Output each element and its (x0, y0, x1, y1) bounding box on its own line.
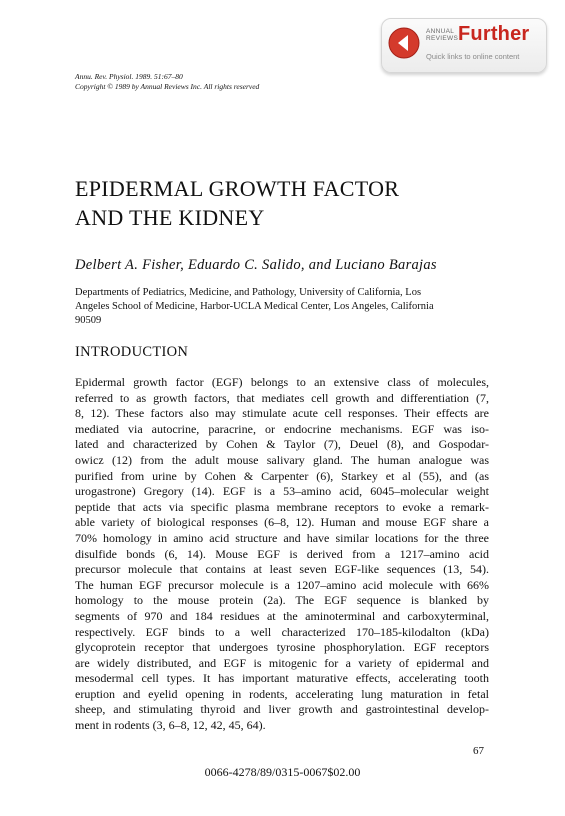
body-line: 8, 12). These factors also may stimulate acute cell responses. Their effects are (75, 406, 489, 421)
back-arrow-icon (387, 26, 421, 60)
body-line: ment in rodents (3, 6–8, 12, 42, 45, 64). (75, 718, 266, 733)
body-line: are widely distributed, and EGF is mitogenic for a variety of epidermal and (75, 655, 489, 670)
article-code: 0066-4278/89/0315-0067$02.00 (204, 765, 361, 779)
body-line: referred to as growth factors, that mediates cell growth and differentiation (7, (75, 390, 489, 405)
body-line: mesodermal cell types. It has important maturative effects, accelerating tooth (75, 671, 489, 686)
body-line: segments of 970 and 184 residues at the aminoterminal and carboxyterminal, (75, 608, 489, 623)
body-line: sheep, and stimulating thyroid and liver growth and gastrointestinal develop- (75, 702, 489, 717)
body-line: glycoprotein receptor that undergoes tyrosine phosphorylation. EGF receptors (75, 640, 489, 655)
body-line: eruption and eyelid opening in rodents, accelerating lung maturation in fetal (75, 686, 489, 701)
section-heading: INTRODUCTION (75, 344, 189, 360)
brand-reviews: REVIEWS (426, 35, 459, 42)
badge-subtitle: Quick links to online content (426, 52, 520, 61)
brand-annual: ANNUAL (426, 28, 455, 35)
article-title (75, 174, 399, 232)
body-line: urogastrone) Gregory (14). EGF is a 53–amino acid, 6045–molecular weight (75, 484, 489, 499)
body-line: owicz (12) from the adult mouse salivary gland. The human analogue was (75, 452, 489, 467)
citation-line-1: Annu. Rev. Physiol. 1989. 51:67–80 (75, 72, 183, 81)
journal-citation (75, 72, 259, 92)
title-line-2: AND THE KIDNEY (75, 205, 265, 230)
brand-small-text (426, 28, 459, 42)
body-line: respectively. EGF binds to a well characterized 170–185-kilodalton (kDa) (75, 624, 489, 639)
title-line-1: EPIDERMAL GROWTH FACTOR (75, 176, 400, 201)
body-text (75, 375, 489, 734)
affiliation-line: Angeles School of Medicine, Harbor-UCLA Medical Center, Los Angeles, California (75, 301, 434, 312)
citation-line-2: Copyright © 1989 by Annual Reviews Inc. All rights reserved (75, 82, 260, 91)
body-line: precursor molecule that contains at least seven EGF-like sequences (13, 54). (75, 562, 489, 577)
body-line: disulfide bonds (6, 14). Mouse EGF is derived from a 1217–amino acid (75, 546, 489, 561)
annual-reviews-further-badge[interactable] (381, 18, 547, 73)
page-number: 67 (473, 745, 484, 757)
body-line: Epidermal growth factor (EGF) belongs to an extensive class of molecules, (75, 375, 489, 389)
affiliation-line: 90509 (75, 315, 102, 326)
body-line: The human EGF precursor molecule is a 1207–amino acid molecule with 66% (75, 577, 489, 592)
body-line: lated and characterized by Cohen & Taylor (7), Deuel (8), and Gospodar- (75, 437, 489, 452)
body-line: mediated via autocrine, paracrine, or endocrine mechanisms. EGF was iso- (75, 421, 489, 436)
body-line: purified from urine by Cohen & Carpenter (6), Starkey et al (55), and (as (75, 468, 489, 483)
body-line: able variety of biological responses (6–8, 12). Human and mouse EGF share a (75, 515, 489, 530)
affiliation-line: Departments of Pediatrics, Medicine, and Pathology, University of California, Los (75, 287, 422, 298)
brand-further: Further (458, 23, 530, 45)
authors: Delbert A. Fisher, Eduardo C. Salido, and Luciano Barajas (75, 257, 437, 273)
body-line: homology to the mouse protein (2a). The EGF sequence is blanked by (75, 593, 489, 608)
affiliation (75, 286, 489, 328)
body-line: 70% homology in amino acid structure and have similar locations for the three (75, 530, 489, 545)
body-line: peptide that acts via specific plasma membrane receptors to evoke a remark- (75, 499, 489, 514)
